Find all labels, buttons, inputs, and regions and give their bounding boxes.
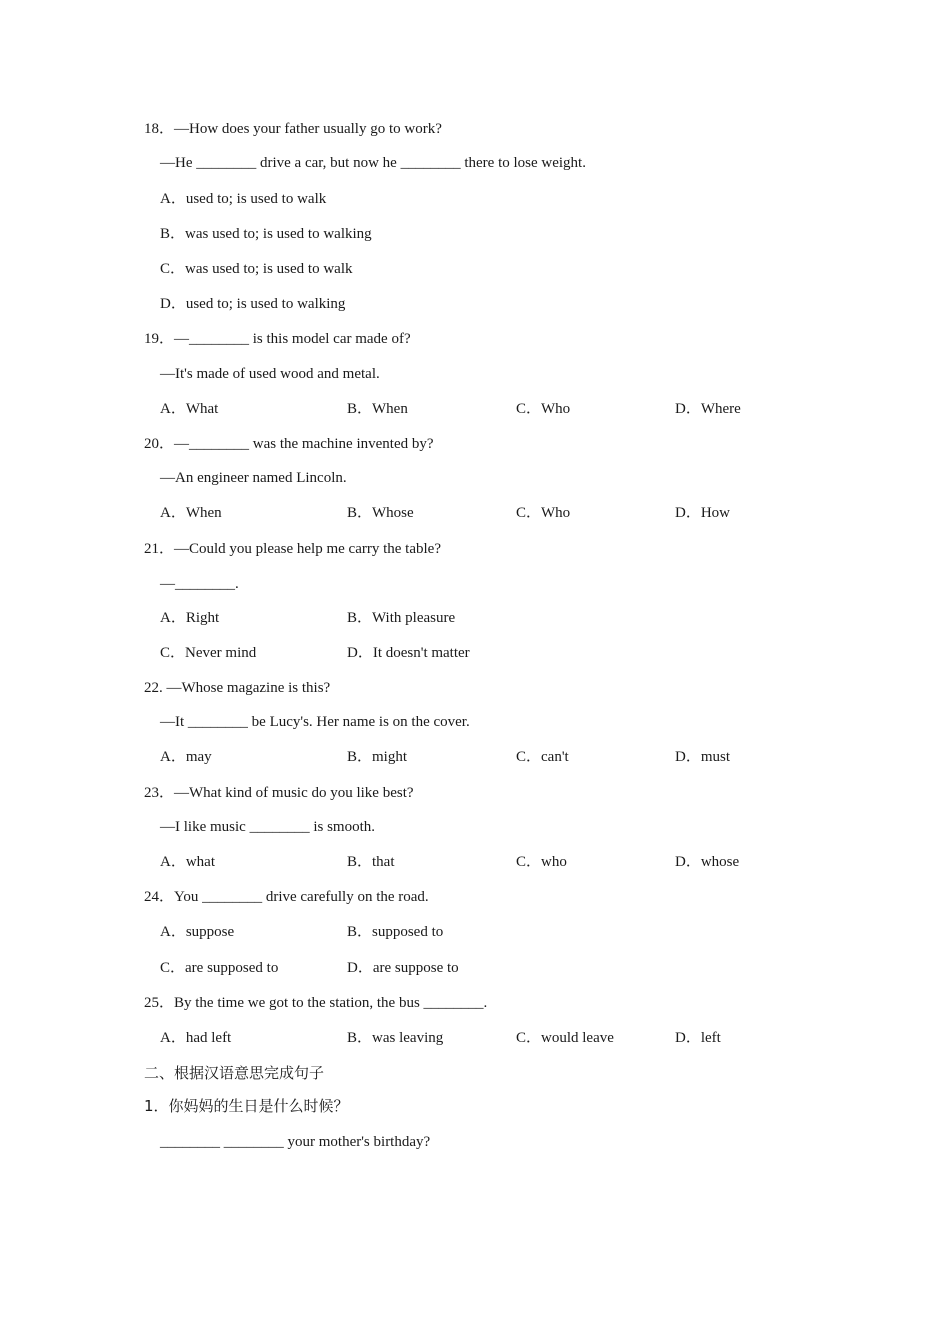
q18-option-d[interactable]: D．used to; is used to walking	[160, 296, 346, 312]
question-20: 20．—________ was the machine invented by?	[144, 436, 434, 452]
q18-option-a[interactable]: A．used to; is used to walk	[160, 191, 327, 207]
q18-option-b[interactable]: B．was used to; is used to walking	[160, 226, 372, 242]
q25-option-a[interactable]: A．had left	[160, 1030, 232, 1046]
q24-option-a[interactable]: A．suppose	[160, 924, 235, 940]
q20-option-c[interactable]: C．Who	[516, 505, 571, 521]
q25-option-c[interactable]: C．would leave	[516, 1030, 614, 1046]
section-2-item-1: 1．你妈妈的生日是什么时候？	[144, 1097, 349, 1115]
q20-option-a[interactable]: A．When	[160, 505, 222, 521]
q22-option-b[interactable]: B．might	[347, 749, 408, 765]
section-2-item-1-blank[interactable]: ________ ________ your mother's birthday?	[160, 1134, 431, 1150]
question-21-answer-line: —________.	[160, 576, 239, 592]
question-25: 25．By the time we got to the station, the bus ________.	[144, 995, 488, 1011]
q19-option-c[interactable]: C．Who	[516, 401, 571, 417]
q20-option-b[interactable]: B．Whose	[347, 505, 414, 521]
q21-option-d[interactable]: D．It doesn't matter	[347, 645, 470, 661]
question-22: 22. —Whose magazine is this?	[144, 680, 331, 696]
question-23: 23．—What kind of music do you like best?	[144, 785, 414, 801]
q23-option-b[interactable]: B．that	[347, 854, 395, 870]
q21-option-b[interactable]: B．With pleasure	[347, 610, 456, 626]
q22-option-a[interactable]: A．may	[160, 749, 212, 765]
q19-option-a[interactable]: A．What	[160, 401, 219, 417]
q21-option-a[interactable]: A．Right	[160, 610, 220, 626]
question-18-answer-line: —He ________ drive a car, but now he ________ there to lose weight.	[160, 155, 586, 171]
q25-option-b[interactable]: B．was leaving	[347, 1030, 444, 1046]
question-24: 24．You ________ drive carefully on the road.	[144, 889, 429, 905]
q23-option-a[interactable]: A．what	[160, 854, 215, 870]
q18-option-c[interactable]: C．was used to; is used to walk	[160, 261, 353, 277]
question-18: 18．—How does your father usually go to work?	[144, 121, 442, 137]
question-22-answer-line: —It ________ be Lucy's. Her name is on the cover.	[160, 714, 470, 730]
q22-option-c[interactable]: C．can't	[516, 749, 569, 765]
q23-option-c[interactable]: C．who	[516, 854, 567, 870]
question-21: 21．—Could you please help me carry the table?	[144, 541, 441, 557]
section-2-heading: 二、根据汉语意思完成句子	[144, 1064, 325, 1082]
question-20-answer-line: —An engineer named Lincoln.	[160, 470, 347, 486]
q24-option-d[interactable]: D．are suppose to	[347, 960, 459, 976]
question-19: 19．—________ is this model car made of?	[144, 331, 411, 347]
q25-option-d[interactable]: D．left	[675, 1030, 721, 1046]
q20-option-d[interactable]: D．How	[675, 505, 730, 521]
q19-option-b[interactable]: B．When	[347, 401, 408, 417]
q19-option-d[interactable]: D．Where	[675, 401, 741, 417]
question-23-answer-line: —I like music ________ is smooth.	[160, 819, 375, 835]
q24-option-b[interactable]: B．supposed to	[347, 924, 444, 940]
q24-option-c[interactable]: C．are supposed to	[160, 960, 279, 976]
question-19-answer-line: —It's made of used wood and metal.	[160, 366, 380, 382]
q21-option-c[interactable]: C．Never mind	[160, 645, 257, 661]
q23-option-d[interactable]: D．whose	[675, 854, 740, 870]
q22-option-d[interactable]: D．must	[675, 749, 731, 765]
